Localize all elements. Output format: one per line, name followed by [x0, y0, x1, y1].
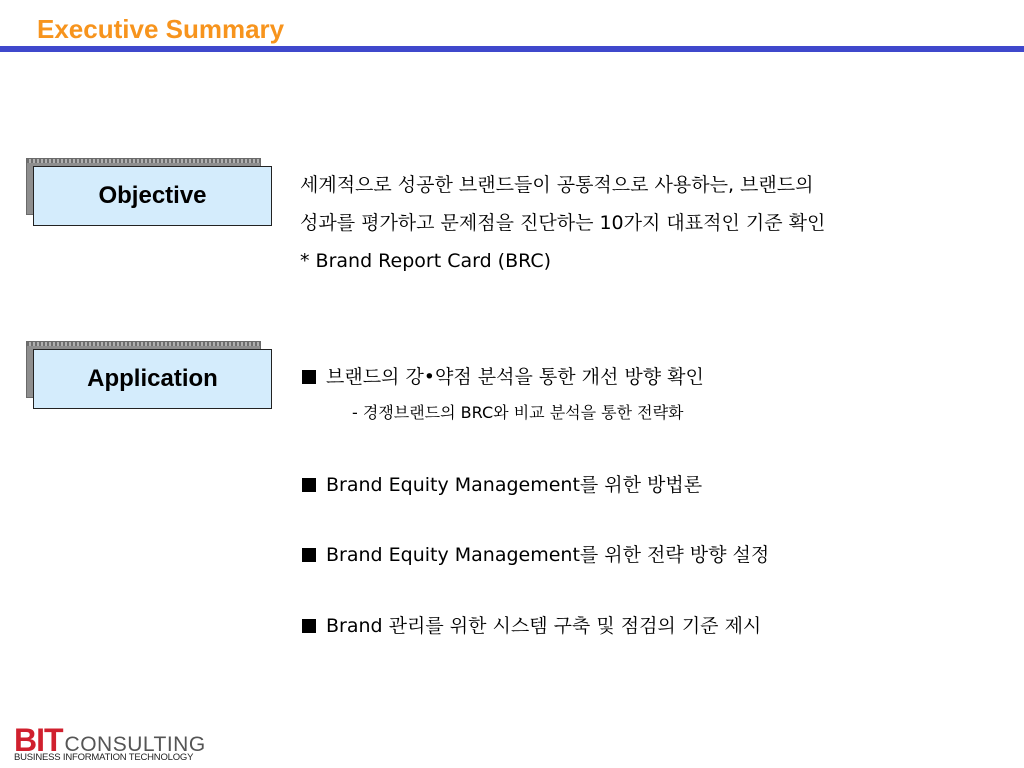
application-item-3-text: Brand Equity Management를 위한 전략 방향 설정 [326, 544, 770, 566]
square-bullet-icon [302, 548, 316, 562]
objective-line-1: 세계적으로 성공한 브랜드들이 공통적으로 사용하는, 브랜드의 [300, 174, 814, 196]
application-item-2-text: Brand Equity Management를 위한 방법론 [326, 474, 703, 496]
bit-consulting-logo [14, 722, 214, 766]
objective-line-3: * Brand Report Card (BRC) [300, 250, 552, 272]
application-item-3 [302, 540, 769, 567]
application-item-1-text: 브랜드의 강•약점 분석을 통한 개선 방향 확인 [326, 366, 704, 388]
square-bullet-icon [302, 370, 316, 384]
application-item-1 [302, 362, 704, 389]
application-sub-item: - 경쟁브랜드의 BRC와 비교 분석을 통한 전략화 [352, 403, 684, 422]
application-item-4 [302, 611, 761, 638]
objective-label: Objective [33, 166, 272, 226]
application-label: Application [33, 349, 272, 409]
application-item-4-text: Brand 관리를 위한 시스템 구축 및 점검의 기준 제시 [326, 615, 762, 637]
application-label-box [26, 341, 266, 403]
square-bullet-icon [302, 478, 316, 492]
logo-bit: BIT [14, 722, 63, 758]
objective-label-box [26, 158, 266, 220]
logo-tagline: BUSINESS INFORMATION TECHNOLOGY [14, 752, 194, 763]
square-bullet-icon [302, 619, 316, 633]
objective-line-2: 성과를 평가하고 문제점을 진단하는 10가지 대표적인 기준 확인 [300, 212, 826, 234]
objective-text [300, 166, 1000, 280]
page-title: Executive Summary [37, 14, 285, 44]
title-underline [0, 46, 1024, 52]
application-item-2 [302, 470, 702, 497]
logo-consulting: CONSULTING [64, 733, 206, 756]
